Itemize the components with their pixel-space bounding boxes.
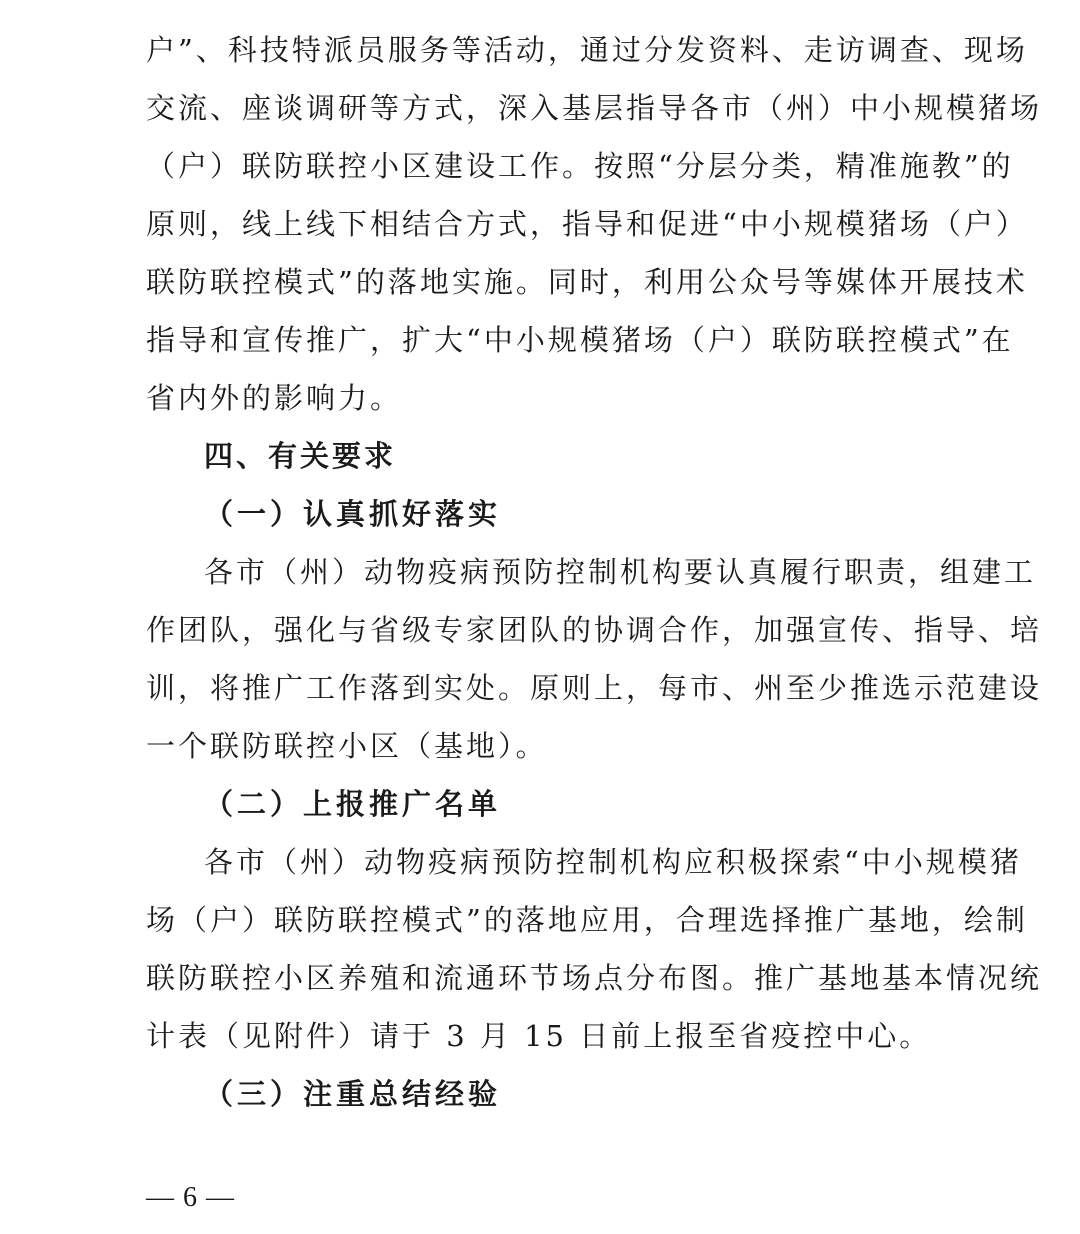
paragraph-line: 各市（州）动物疫病预防控制机构应积极探索“中小规模猪 (204, 845, 1022, 879)
paragraph-line: 户”、科技特派员服务等活动，通过分发资料、走访调查、现场 (146, 33, 1028, 67)
paragraph-line: 场（户）联防联控模式”的落地应用，合理选择推广基地，绘制 (146, 903, 1028, 937)
paragraph-line: 联防联控模式”的落地实施。同时，利用公众号等媒体开展技术 (146, 265, 1028, 299)
paragraph-line: 交流、座谈调研等方式，深入基层指导各市（州）中小规模猪场 (146, 91, 1043, 125)
paragraph-line: 训，将推广工作落到实处。原则上，每市、州至少推选示范建设 (146, 671, 1043, 705)
paragraph-line: 指导和宣传推广，扩大“中小规模猪场（户）联防联控模式”在 (146, 323, 1014, 357)
paragraph-line: 原则，线上线下相结合方式，指导和促进“中小规模猪场（户） (146, 207, 1028, 241)
paragraph-line: 作团队，强化与省级专家团队的协调合作，加强宣传、指导、培 (146, 613, 1043, 647)
subsection-title: （三）注重总结经验 (204, 1077, 502, 1111)
page-number: — 6 — (146, 1182, 235, 1213)
paragraph-line: （户）联防联控小区建设工作。按照“分层分类，精准施教”的 (146, 149, 1014, 183)
paragraph-line: 省内外的影响力。 (146, 381, 403, 415)
paragraph-line: 联防联控小区养殖和流通环节场点分布图。推广基地基本情况统 (146, 961, 1043, 995)
subsection-title: （二）上报推广名单 (204, 787, 502, 821)
paragraph-line: 各市（州）动物疫病预防控制机构要认真履行职责，组建工 (204, 555, 1037, 589)
paragraph-line: 计表（见附件）请于 3 月 15 日前上报至省疫控中心。 (146, 1019, 932, 1053)
paragraph-line: 一个联防联控小区（基地）。 (146, 729, 548, 763)
subsection-title: （一）认真抓好落实 (204, 497, 502, 531)
section-heading: 四、有关要求 (204, 439, 397, 473)
